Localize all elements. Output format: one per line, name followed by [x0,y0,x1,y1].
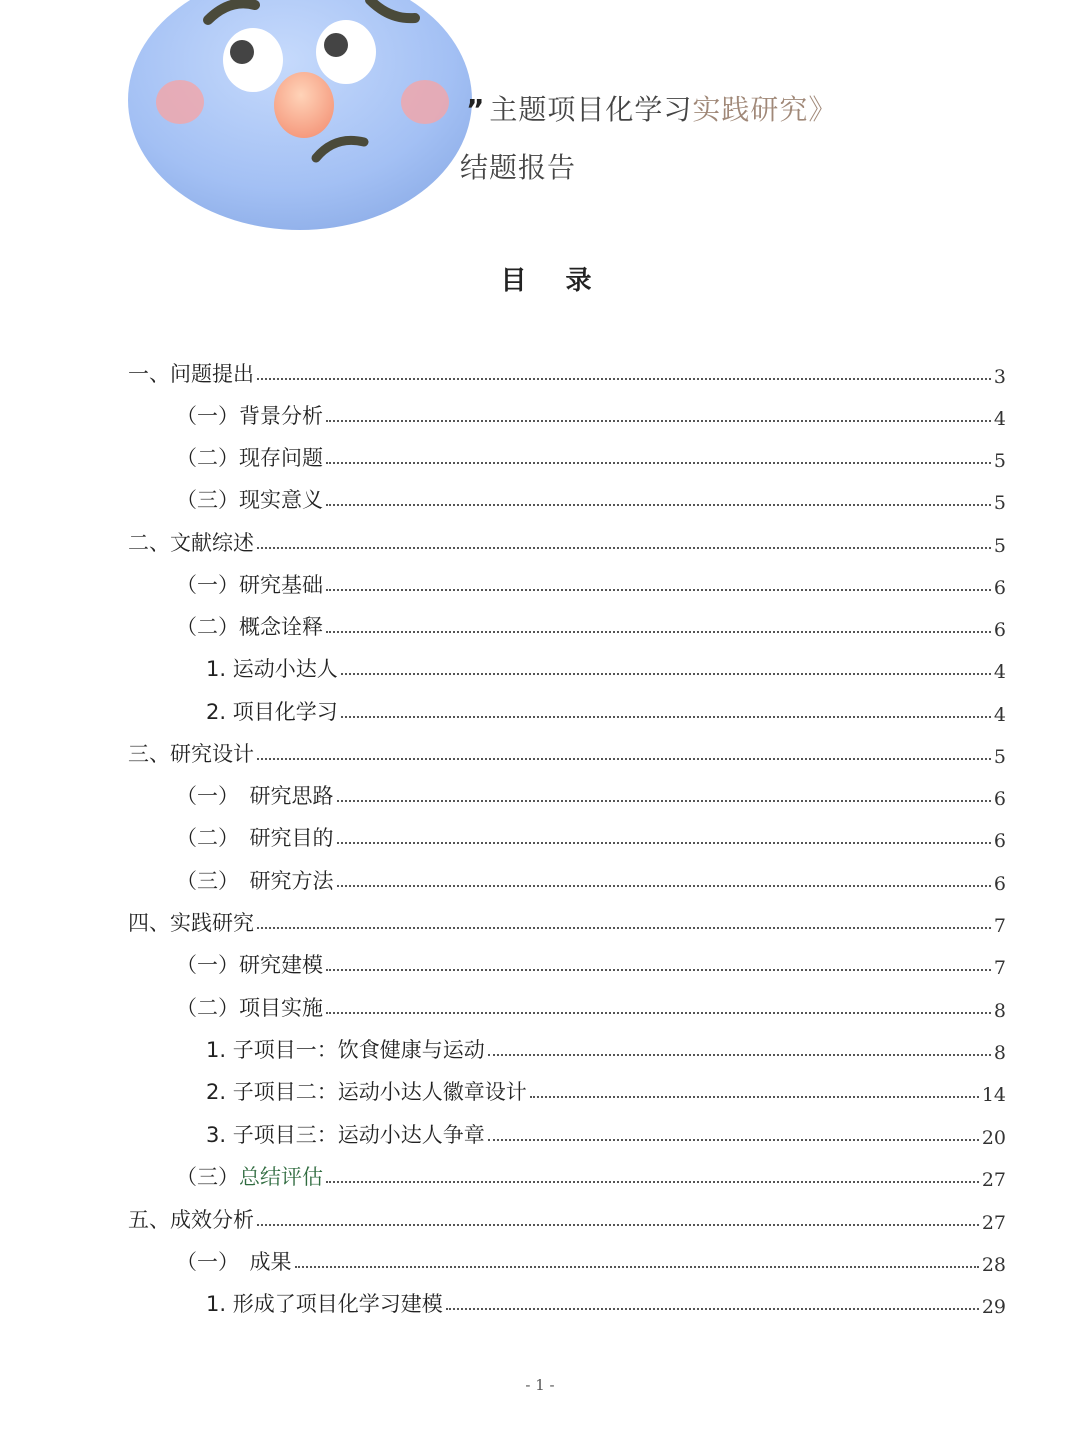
toc-page-number: 4 [993,704,1006,726]
toc-entry[interactable]: （二） 研究目的 6 [176,826,1006,852]
toc-entry[interactable]: （三）现实意义 5 [176,488,1006,514]
toc-heading-char-1: 目 [500,266,527,296]
toc-heading-char-2: 录 [565,266,592,296]
worried-face-sticker-icon [120,0,480,240]
toc-entry[interactable]: 1. 形成了项目化学习建模 29 [206,1292,1006,1318]
toc-heading [0,260,1080,297]
toc-entry[interactable]: 二、文献综述 5 [128,531,1006,557]
toc-entry[interactable]: （一）背景分析 4 [176,404,1006,430]
toc-entry[interactable]: 五、成效分析 27 [128,1208,1006,1234]
toc-page-number: 6 [993,830,1006,852]
toc-entry[interactable]: （二）概念诠释 6 [176,615,1006,641]
toc-page-number: 6 [993,788,1006,810]
toc-page-number: 27 [981,1212,1006,1234]
toc-entry[interactable]: （三） 研究方法 6 [176,869,1006,895]
title-main-text: 主题项目化学习 [489,93,693,126]
toc-entry[interactable]: 2. 项目化学习 4 [206,700,1006,726]
toc-entry[interactable]: （一） 研究思路 6 [176,784,1006,810]
toc-entry[interactable]: 1. 运动小达人 4 [206,657,1006,683]
toc-page-number: 3 [993,366,1006,388]
toc-entry[interactable]: 2. 子项目二：运动小达人徽章设计 14 [206,1080,1006,1106]
toc-entry[interactable]: 四、实践研究 7 [128,911,1006,937]
toc-page-number: 29 [981,1296,1006,1318]
toc-entry[interactable]: （一）研究基础 6 [176,573,1006,599]
toc-page-number: 7 [993,915,1006,937]
toc-page-number: 4 [993,408,1006,430]
toc-page-number: 27 [981,1169,1006,1191]
toc-page-number: 6 [993,873,1006,895]
toc-entry[interactable]: 三、研究设计 5 [128,742,1006,768]
toc-page-number: 8 [993,1000,1006,1022]
toc-entry[interactable]: （三）总结评估 27 [176,1165,1006,1191]
toc-page-number: 5 [993,535,1006,557]
toc-entry[interactable]: （二）项目实施 8 [176,996,1006,1022]
toc-page-number: 6 [993,577,1006,599]
title-tail-text: 实践研究》 [692,93,838,126]
toc-page-number: 14 [981,1084,1006,1106]
toc-entry[interactable]: （一）研究建模 7 [176,953,1006,979]
toc-page-number: 20 [981,1127,1006,1149]
page-footer-number: - 1 - [525,1376,555,1394]
toc-entry[interactable]: 3. 子项目三：运动小达人争章 20 [206,1123,1006,1149]
toc-entry[interactable]: 1. 子项目一：饮食健康与运动 8 [206,1038,1006,1064]
toc-page-number: 8 [993,1042,1006,1064]
title-quote-mark: ” [466,93,486,126]
document-title [466,88,837,128]
toc-page-number: 5 [993,492,1006,514]
document-subtitle: 结题报告 [460,151,577,184]
toc-entry[interactable]: （二）现存问题 5 [176,446,1006,472]
toc-page-number: 4 [993,661,1006,683]
toc-entry[interactable]: 一、问题提出 3 [128,362,1006,388]
toc-page-number: 5 [993,746,1006,768]
toc-page-number: 7 [993,957,1006,979]
toc-page-number: 5 [993,450,1006,472]
toc-entry[interactable]: （一） 成果 28 [176,1250,1006,1276]
toc-page-number: 6 [993,619,1006,641]
toc-page-number: 28 [981,1254,1006,1276]
